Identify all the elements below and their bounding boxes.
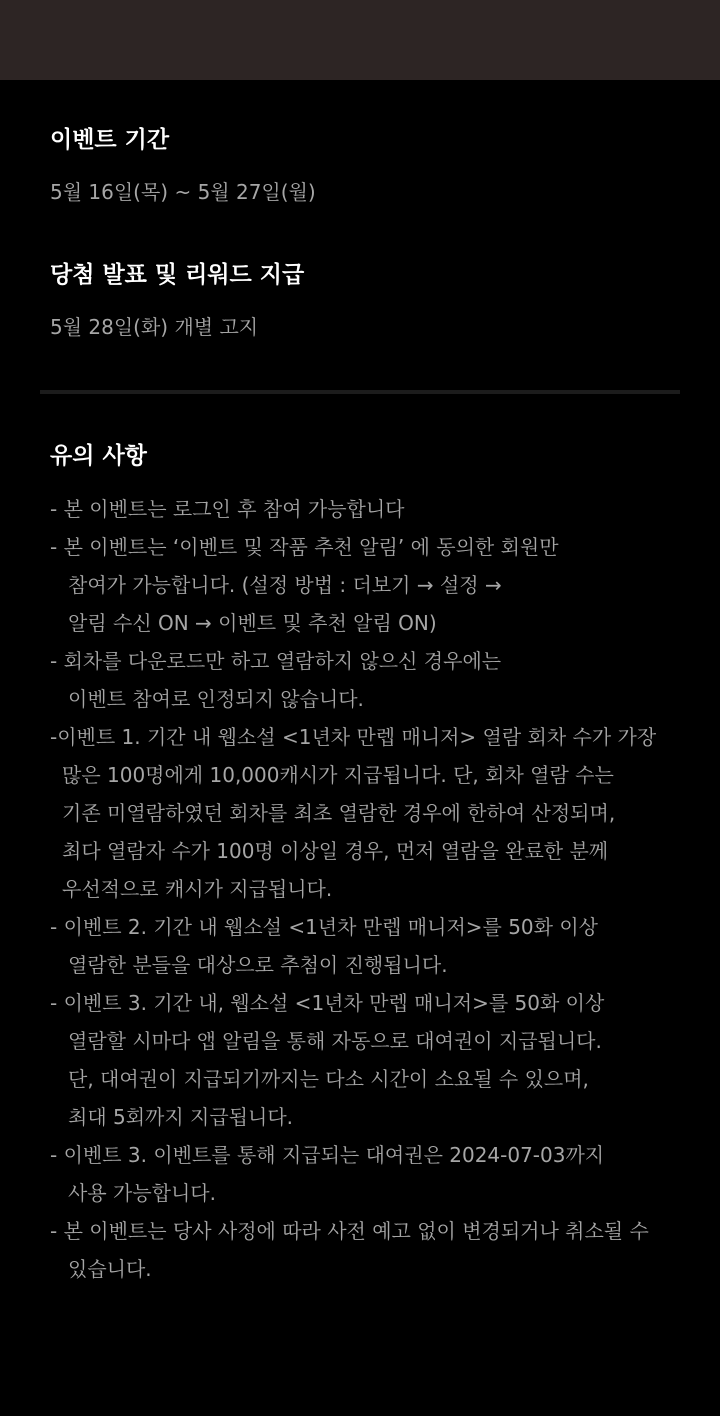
note-line: - 이벤트 3. 기간 내, 웹소설 <1년차 만렙 매니저>를 50화 이상 — [50, 991, 605, 1015]
note-line: - 본 이벤트는 당사 사정에 따라 사전 예고 없이 변경되거나 취소될 수 — [50, 1219, 649, 1243]
note-line: 우선적으로 캐시가 지급됩니다. — [62, 877, 333, 901]
section-divider — [40, 390, 680, 394]
announcement-section — [50, 260, 680, 341]
event-period-title: 이벤트 기간 — [50, 127, 170, 153]
note-line: 사용 가능합니다. — [68, 1181, 216, 1205]
note-line: - 이벤트 3. 이벤트를 통해 지급되는 대여권은 2024-07-03까지 — [50, 1143, 605, 1167]
note-line: 참여가 가능합니다. (설정 방법 : 더보기 → 설정 → — [68, 573, 502, 597]
note-line: 알림 수신 ON → 이벤트 및 추천 알림 ON) — [68, 611, 437, 635]
note-line: 최대 5회까지 지급됩니다. — [68, 1105, 293, 1129]
note-line: - 회차를 다운로드만 하고 열람하지 않으신 경우에는 — [50, 649, 502, 673]
notes-title: 유의 사항 — [50, 443, 147, 469]
note-line: -이벤트 1. 기간 내 웹소설 <1년차 만렙 매니저> 열람 회차 수가 가장 — [50, 725, 657, 749]
note-line: 최다 열람자 수가 100명 이상일 경우, 먼저 열람을 완료한 분께 — [62, 839, 609, 863]
note-line: 열람한 분들을 대상으로 추첨이 진행됩니다. — [68, 953, 448, 977]
event-period-value: 5월 16일(목) ~ 5월 27일(월) — [50, 180, 316, 204]
note-line: 이벤트 참여로 인정되지 않습니다. — [68, 687, 364, 711]
event-period-section — [50, 125, 680, 206]
note-line: - 본 이벤트는 ‘이벤트 및 작품 추천 알림’ 에 동의한 회원만 — [50, 535, 559, 559]
note-line: 있습니다. — [68, 1257, 152, 1281]
note-line: - 본 이벤트는 로그인 후 참여 가능합니다 — [50, 497, 405, 521]
note-line: 단, 대여권이 지급되기까지는 다소 시간이 소요될 수 있으며, — [68, 1067, 589, 1091]
announcement-value: 5월 28일(화) 개별 고지 — [50, 315, 259, 339]
note-line: 많은 100명에게 10,000캐시가 지급됩니다. 단, 회차 열람 수는 — [62, 763, 614, 787]
announcement-title: 당첨 발표 및 리워드 지급 — [50, 262, 305, 288]
note-line: - 이벤트 2. 기간 내 웹소설 <1년차 만렙 매니저>를 50화 이상 — [50, 915, 598, 939]
top-banner-image — [0, 0, 720, 80]
note-line: 열람할 시마다 앱 알림을 통해 자동으로 대여권이 지급됩니다. — [68, 1029, 602, 1053]
note-line: 기존 미열람하였던 회차를 최초 열람한 경우에 한하여 산정되며, — [62, 801, 616, 825]
notes-header — [50, 441, 680, 471]
notes-list — [50, 490, 690, 1288]
